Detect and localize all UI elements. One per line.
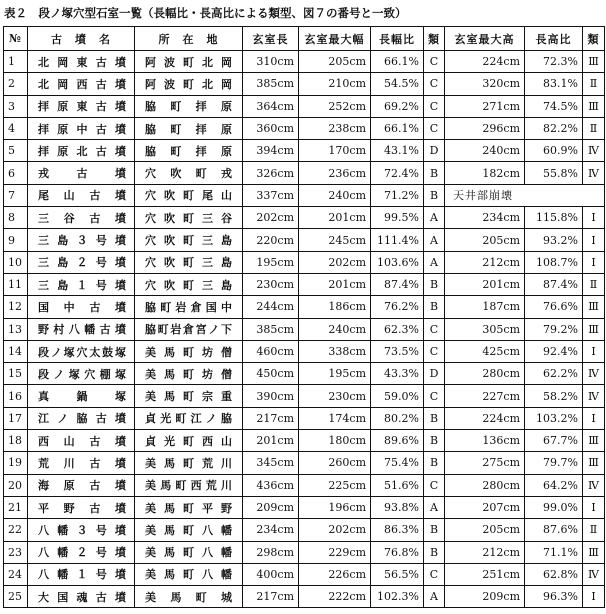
chamber-length: 217cm <box>243 586 299 608</box>
lw-class: B <box>424 541 445 563</box>
table-header-row <box>4 27 605 51</box>
chamber-max-width: 236cm <box>299 162 371 184</box>
header-chamber-max-width: 玄室最大幅 <box>299 27 371 51</box>
chamber-max-height: 296cm <box>445 117 525 139</box>
table-row <box>4 452 605 474</box>
tumulus-name: 八幡２号墳 <box>28 541 135 563</box>
lw-class: A <box>424 496 445 518</box>
table-row <box>4 385 605 407</box>
table-row <box>4 251 605 273</box>
chamber-length: 234cm <box>243 519 299 541</box>
tumulus-name: 段ノ塚穴棚塚 <box>28 363 135 385</box>
length-width-ratio: 69.2% <box>371 95 424 117</box>
chamber-max-height: 271cm <box>445 95 525 117</box>
chamber-max-height: 187cm <box>445 296 525 318</box>
table-row <box>4 496 605 518</box>
lh-class: Ⅱ <box>583 117 605 139</box>
row-number: 4 <box>4 117 28 139</box>
table-row <box>4 140 605 162</box>
chamber-length: 202cm <box>243 207 299 229</box>
lh-class: Ⅲ <box>583 296 605 318</box>
lw-class: A <box>424 229 445 251</box>
row-number: 24 <box>4 563 28 585</box>
row-number: 23 <box>4 541 28 563</box>
header-tumulus-name: 古 墳 名 <box>28 27 135 51</box>
location: 貞光町江ノ脇 <box>135 407 243 429</box>
length-width-ratio: 43.3% <box>371 363 424 385</box>
chamber-max-width: 174cm <box>299 407 371 429</box>
chamber-length: 217cm <box>243 407 299 429</box>
lw-class: B <box>424 273 445 295</box>
burial-chamber-table <box>3 26 605 608</box>
row-number: 6 <box>4 162 28 184</box>
location: 美馬町八幡 <box>135 541 243 563</box>
length-height-ratio: 108.7% <box>525 251 583 273</box>
row-number: 5 <box>4 140 28 162</box>
length-height-ratio: 93.2% <box>525 229 583 251</box>
row-number: 2 <box>4 73 28 95</box>
location: 美馬町坊僧 <box>135 340 243 362</box>
header-length-height-ratio: 長高比 <box>525 27 583 51</box>
lh-class: Ⅲ <box>583 541 605 563</box>
chamber-max-width: 260cm <box>299 452 371 474</box>
row-number: 9 <box>4 229 28 251</box>
location: 阿波町北岡 <box>135 51 243 73</box>
tumulus-name: 北岡東古墳 <box>28 51 135 73</box>
lh-class: Ⅰ <box>583 207 605 229</box>
lh-class: Ⅳ <box>583 140 605 162</box>
lh-class: Ⅳ <box>583 363 605 385</box>
lw-class: C <box>424 51 445 73</box>
location: 脇町岩倉国中 <box>135 296 243 318</box>
row-number: 10 <box>4 251 28 273</box>
lw-class: B <box>424 184 445 206</box>
chamber-max-width: 229cm <box>299 541 371 563</box>
length-height-ratio: 87.4% <box>525 273 583 295</box>
chamber-max-width: 238cm <box>299 117 371 139</box>
chamber-max-width: 222cm <box>299 586 371 608</box>
length-width-ratio: 71.2% <box>371 184 424 206</box>
lh-class: Ⅲ <box>583 95 605 117</box>
length-height-ratio: 74.5% <box>525 95 583 117</box>
header-lh-class: 類 <box>583 27 605 51</box>
chamber-length: 360cm <box>243 117 299 139</box>
chamber-max-height: 280cm <box>445 474 525 496</box>
chamber-max-height: 182cm <box>445 162 525 184</box>
chamber-max-height: 240cm <box>445 140 525 162</box>
length-width-ratio: 56.5% <box>371 563 424 585</box>
length-height-ratio: 58.2% <box>525 385 583 407</box>
chamber-max-width: 226cm <box>299 563 371 585</box>
chamber-max-height: 205cm <box>445 229 525 251</box>
chamber-length: 209cm <box>243 496 299 518</box>
lh-class: Ⅳ <box>583 563 605 585</box>
length-height-ratio: 62.8% <box>525 563 583 585</box>
length-width-ratio: 51.6% <box>371 474 424 496</box>
tumulus-name: 三島２号墳 <box>28 251 135 273</box>
table-row <box>4 340 605 362</box>
table-row <box>4 273 605 295</box>
location: 穴吹町三島 <box>135 251 243 273</box>
tumulus-name: 荒川古墳 <box>28 452 135 474</box>
lw-class: C <box>424 117 445 139</box>
location: 美馬町西荒川 <box>135 474 243 496</box>
chamber-max-width: 225cm <box>299 474 371 496</box>
length-height-ratio: 79.2% <box>525 318 583 340</box>
location: 貞光町西山 <box>135 430 243 452</box>
table-row <box>4 563 605 585</box>
chamber-length: 195cm <box>243 251 299 273</box>
table-row <box>4 474 605 496</box>
length-width-ratio: 80.2% <box>371 407 424 429</box>
table-row <box>4 73 605 95</box>
length-width-ratio: 62.3% <box>371 318 424 340</box>
tumulus-name: 尾山古墳 <box>28 184 135 206</box>
tumulus-name: 野村八幡古墳 <box>28 318 135 340</box>
row-number: 22 <box>4 519 28 541</box>
lh-class: Ⅰ <box>583 251 605 273</box>
lh-class: Ⅱ <box>583 273 605 295</box>
chamber-max-width: 252cm <box>299 95 371 117</box>
table-row <box>4 363 605 385</box>
lw-class: C <box>424 340 445 362</box>
length-height-ratio: 64.2% <box>525 474 583 496</box>
tumulus-name: 江ノ脇古墳 <box>28 407 135 429</box>
table-row <box>4 296 605 318</box>
table-row <box>4 541 605 563</box>
row-number: 16 <box>4 385 28 407</box>
length-width-ratio: 43.1% <box>371 140 424 162</box>
chamber-max-width: 230cm <box>299 385 371 407</box>
row-number: 20 <box>4 474 28 496</box>
lw-class: A <box>424 207 445 229</box>
lh-class: Ⅳ <box>583 162 605 184</box>
chamber-length: 244cm <box>243 296 299 318</box>
length-height-ratio: 83.1% <box>525 73 583 95</box>
chamber-max-width: 196cm <box>299 496 371 518</box>
row-number: 13 <box>4 318 28 340</box>
tumulus-name: 北岡西古墳 <box>28 73 135 95</box>
lh-class: Ⅰ <box>583 586 605 608</box>
chamber-max-height: 275cm <box>445 452 525 474</box>
length-height-ratio: 71.1% <box>525 541 583 563</box>
chamber-max-width: 186cm <box>299 296 371 318</box>
row-number: 25 <box>4 586 28 608</box>
length-height-ratio: 72.3% <box>525 51 583 73</box>
tumulus-name: 国中古墳 <box>28 296 135 318</box>
lw-class: A <box>424 586 445 608</box>
table-body <box>4 51 605 608</box>
chamber-length: 220cm <box>243 229 299 251</box>
chamber-length: 364cm <box>243 95 299 117</box>
length-width-ratio: 86.3% <box>371 519 424 541</box>
chamber-max-height: 251cm <box>445 563 525 585</box>
lw-class: B <box>424 162 445 184</box>
tumulus-name: 三谷古墳 <box>28 207 135 229</box>
length-width-ratio: 93.8% <box>371 496 424 518</box>
chamber-length: 337cm <box>243 184 299 206</box>
lw-class: B <box>424 407 445 429</box>
tumulus-name: 海原古墳 <box>28 474 135 496</box>
length-height-ratio: 55.8% <box>525 162 583 184</box>
length-height-ratio: 92.4% <box>525 340 583 362</box>
table-row <box>4 229 605 251</box>
chamber-max-height: 280cm <box>445 363 525 385</box>
table-row <box>4 184 605 206</box>
header-no: № <box>4 27 28 51</box>
location: 穴吹町尾山 <box>135 184 243 206</box>
chamber-max-height: 227cm <box>445 385 525 407</box>
lh-class: Ⅲ <box>583 430 605 452</box>
lh-class: Ⅲ <box>583 51 605 73</box>
length-width-ratio: 66.1% <box>371 117 424 139</box>
table-row <box>4 117 605 139</box>
location: 脇町岩倉宮ノ下 <box>135 318 243 340</box>
chamber-max-height: 205cm <box>445 519 525 541</box>
chamber-max-height: 136cm <box>445 430 525 452</box>
header-lw-class: 類 <box>424 27 445 51</box>
chamber-length: 310cm <box>243 51 299 73</box>
chamber-max-height: 425cm <box>445 340 525 362</box>
length-height-ratio: 87.6% <box>525 519 583 541</box>
location: 美馬町荒川 <box>135 452 243 474</box>
tumulus-name: 八幡１号墳 <box>28 563 135 585</box>
chamber-length: 394cm <box>243 140 299 162</box>
lh-class: Ⅰ <box>583 496 605 518</box>
location: 穴吹町三谷 <box>135 207 243 229</box>
lh-class: Ⅰ <box>583 229 605 251</box>
chamber-length: 400cm <box>243 563 299 585</box>
lh-class: Ⅳ <box>583 385 605 407</box>
length-width-ratio: 87.4% <box>371 273 424 295</box>
chamber-max-width: 202cm <box>299 251 371 273</box>
row-number: 21 <box>4 496 28 518</box>
chamber-max-height: 209cm <box>445 586 525 608</box>
lh-class: Ⅰ <box>583 340 605 362</box>
lw-class: D <box>424 140 445 162</box>
chamber-max-height: 201cm <box>445 273 525 295</box>
location: 美馬町城 <box>135 586 243 608</box>
row-number: 17 <box>4 407 28 429</box>
length-width-ratio: 99.5% <box>371 207 424 229</box>
lw-class: C <box>424 474 445 496</box>
row-number: 18 <box>4 430 28 452</box>
chamber-max-width: 245cm <box>299 229 371 251</box>
length-height-ratio: 82.2% <box>525 117 583 139</box>
chamber-length: 345cm <box>243 452 299 474</box>
lh-class: Ⅲ <box>583 318 605 340</box>
row-number: 8 <box>4 207 28 229</box>
location: 阿波町北岡 <box>135 73 243 95</box>
table-row <box>4 430 605 452</box>
length-height-ratio: 99.0% <box>525 496 583 518</box>
length-height-ratio: 96.3% <box>525 586 583 608</box>
tumulus-name: 西山古墳 <box>28 430 135 452</box>
lw-class: D <box>424 363 445 385</box>
location: 脇町拝原 <box>135 140 243 162</box>
chamber-max-width: 338cm <box>299 340 371 362</box>
length-height-ratio: 67.7% <box>525 430 583 452</box>
location: 美馬町坊僧 <box>135 363 243 385</box>
table-row <box>4 519 605 541</box>
chamber-max-width: 170cm <box>299 140 371 162</box>
table-row <box>4 51 605 73</box>
chamber-max-height: 305cm <box>445 318 525 340</box>
lw-class: C <box>424 563 445 585</box>
length-width-ratio: 72.4% <box>371 162 424 184</box>
chamber-max-width: 180cm <box>299 430 371 452</box>
length-height-ratio: 103.2% <box>525 407 583 429</box>
header-chamber-length: 玄室長 <box>243 27 299 51</box>
lw-class: C <box>424 73 445 95</box>
row-number: 12 <box>4 296 28 318</box>
chamber-max-width: 202cm <box>299 519 371 541</box>
location: 穴吹町三島 <box>135 273 243 295</box>
table-row <box>4 207 605 229</box>
table-row <box>4 586 605 608</box>
length-width-ratio: 66.1% <box>371 51 424 73</box>
tumulus-name: 平野古墳 <box>28 496 135 518</box>
chamber-max-width: 210cm <box>299 73 371 95</box>
table-caption: 表２ 段ノ塚穴型石室一覧（長幅比・長高比による類型、図７の番号と一致） <box>4 6 407 20</box>
tumulus-name: 拝原北古墳 <box>28 140 135 162</box>
lw-class: C <box>424 95 445 117</box>
location: 美馬町平野 <box>135 496 243 518</box>
length-width-ratio: 102.3% <box>371 586 424 608</box>
chamber-max-width: 205cm <box>299 51 371 73</box>
chamber-max-width: 201cm <box>299 207 371 229</box>
table-row <box>4 95 605 117</box>
lw-class: B <box>424 296 445 318</box>
table-row <box>4 162 605 184</box>
location: 穴吹町三島 <box>135 229 243 251</box>
chamber-max-width: 240cm <box>299 184 371 206</box>
chamber-max-height: 224cm <box>445 407 525 429</box>
location: 脇町拝原 <box>135 95 243 117</box>
length-width-ratio: 76.8% <box>371 541 424 563</box>
chamber-length: 230cm <box>243 273 299 295</box>
location: 美馬町八幡 <box>135 563 243 585</box>
chamber-length: 326cm <box>243 162 299 184</box>
tumulus-name: 八幡３号墳 <box>28 519 135 541</box>
lh-class: Ⅱ <box>583 73 605 95</box>
chamber-length: 390cm <box>243 385 299 407</box>
location: 穴吹町戎 <box>135 162 243 184</box>
row-number: 11 <box>4 273 28 295</box>
chamber-length: 201cm <box>243 430 299 452</box>
remark: 天井部崩壊 <box>445 184 605 206</box>
tumulus-name: 段ノ塚穴太鼓塚 <box>28 340 135 362</box>
lw-class: A <box>424 251 445 273</box>
location: 美馬町八幡 <box>135 519 243 541</box>
lw-class: B <box>424 452 445 474</box>
lh-class: Ⅱ <box>583 519 605 541</box>
lw-class: B <box>424 519 445 541</box>
chamber-max-height: 212cm <box>445 541 525 563</box>
tumulus-name: 戎古墳 <box>28 162 135 184</box>
row-number: 7 <box>4 184 28 206</box>
row-number: 3 <box>4 95 28 117</box>
chamber-length: 385cm <box>243 73 299 95</box>
table-row <box>4 407 605 429</box>
chamber-max-width: 195cm <box>299 363 371 385</box>
length-width-ratio: 103.6% <box>371 251 424 273</box>
length-width-ratio: 89.6% <box>371 430 424 452</box>
lh-class: Ⅳ <box>583 474 605 496</box>
tumulus-name: 三島１号墳 <box>28 273 135 295</box>
table-row <box>4 318 605 340</box>
location: 脇町拝原 <box>135 117 243 139</box>
header-chamber-max-height: 玄室最大高 <box>445 27 525 51</box>
length-width-ratio: 111.4% <box>371 229 424 251</box>
length-height-ratio: 60.9% <box>525 140 583 162</box>
lw-class: C <box>424 318 445 340</box>
length-height-ratio: 76.6% <box>525 296 583 318</box>
length-width-ratio: 75.4% <box>371 452 424 474</box>
length-height-ratio: 62.2% <box>525 363 583 385</box>
tumulus-name: 三島３号墳 <box>28 229 135 251</box>
row-number: 1 <box>4 51 28 73</box>
lw-class: B <box>424 430 445 452</box>
length-width-ratio: 54.5% <box>371 73 424 95</box>
chamber-max-width: 201cm <box>299 273 371 295</box>
length-height-ratio: 115.8% <box>525 207 583 229</box>
lh-class: Ⅲ <box>583 452 605 474</box>
length-width-ratio: 73.5% <box>371 340 424 362</box>
chamber-max-height: 320cm <box>445 73 525 95</box>
row-number: 15 <box>4 363 28 385</box>
header-length-width-ratio: 長幅比 <box>371 27 424 51</box>
lh-class: Ⅰ <box>583 407 605 429</box>
chamber-max-width: 240cm <box>299 318 371 340</box>
header-location: 所 在 地 <box>135 27 243 51</box>
chamber-length: 450cm <box>243 363 299 385</box>
chamber-max-height: 234cm <box>445 207 525 229</box>
length-width-ratio: 59.0% <box>371 385 424 407</box>
chamber-length: 436cm <box>243 474 299 496</box>
row-number: 19 <box>4 452 28 474</box>
chamber-length: 385cm <box>243 318 299 340</box>
location: 美馬町宗重 <box>135 385 243 407</box>
chamber-max-height: 212cm <box>445 251 525 273</box>
tumulus-name: 真鍋塚 <box>28 385 135 407</box>
length-height-ratio: 79.7% <box>525 452 583 474</box>
chamber-length: 298cm <box>243 541 299 563</box>
row-number: 14 <box>4 340 28 362</box>
chamber-max-height: 207cm <box>445 496 525 518</box>
length-width-ratio: 76.2% <box>371 296 424 318</box>
tumulus-name: 拝原東古墳 <box>28 95 135 117</box>
chamber-length: 460cm <box>243 340 299 362</box>
chamber-max-height: 224cm <box>445 51 525 73</box>
tumulus-name: 拝原中古墳 <box>28 117 135 139</box>
lw-class: C <box>424 385 445 407</box>
tumulus-name: 大国魂古墳 <box>28 586 135 608</box>
